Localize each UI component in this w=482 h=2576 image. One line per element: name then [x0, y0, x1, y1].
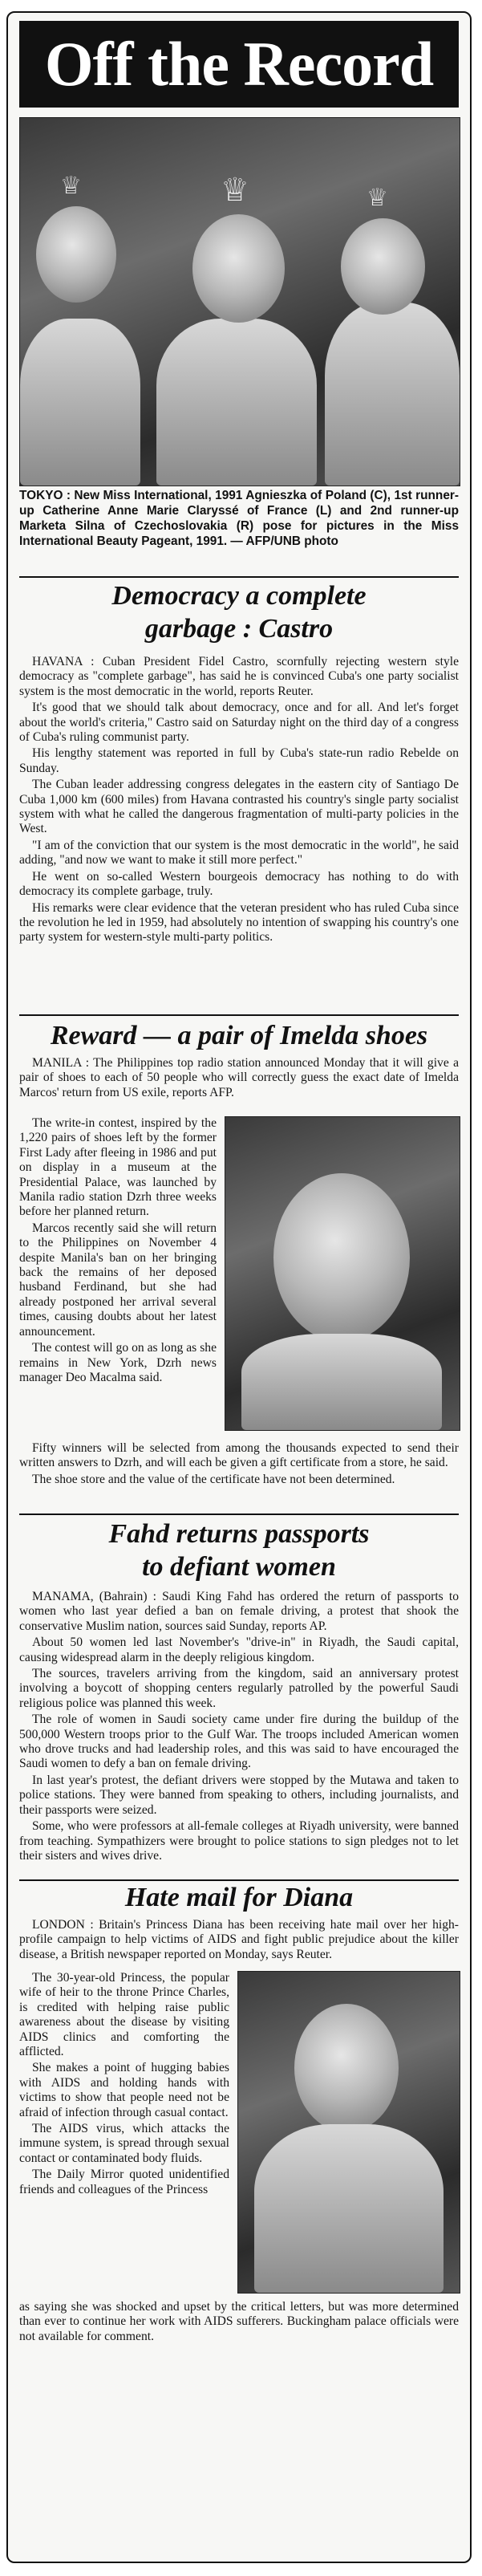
- article-column: The 30-year-old Princess, the popular wife of heir to the throne Prince Charles, is credited with helping raise public awareness about the disease by visiting AIDS clinics and comforting the afflicted. She makes a point of hugging babies with AIDS and holding hands with victims to show that people need not be afraid of infection through casual contact. The AIDS virus, which attacks the immune system, is spread through sexual contact or contaminated body fluids. The Daily Mirror quoted unidentified friends and colleagues of the Princess: [19, 1971, 229, 2196]
- article-body: Fifty winners will be selected from among the thousands expected to send their written answers to Dzrh, and will each be given a gift certificate from a store, he said. The shoe store and the value of the certificate have not been determined.: [19, 1441, 459, 1486]
- article-intro: LONDON : Britain's Princess Diana has been receiving hate mail over her high-profile campaign to help victims of AIDS and fight public prejudice about the killer disease, a British newspaper reported on Monday, says Reuter.: [19, 1918, 459, 1961]
- article-body: MANAMA, (Bahrain) : Saudi King Fahd has ordered the return of passports to women who last year defied a ban on female driving, a protest that shook the conservative Muslim nation, sources said Sunday, reports AP. About 50 women led last November's "drive-in" in Riyadh, the Saudi capital, causing widespread alarm in the deeply religious kingdom. The sources, travelers arriving from the kingdom, said an anniversary protest involving a boycott of shopping centers regularly patrolled by the powerful Saudi religious police was planned this week. The role of women in Saudi society came under fire during the buildup of the 500,000 Western troops prior to the Gulf War. The troops included American women who drove trucks and had leadership roles, and this was said to have encouraged the Saudi women to defy a ban on female driving. In last year's protest, the defiant drivers were stopped by the Mutawa and taken to police stations. They were banned from speaking to others, including journalists, and their passports were seized. Some, who were professors at all-female colleges at Riyadh university, were banned from teaching. Sympathizers were brought to police stations to sign pledges not to let their sisters and wives drive.: [19, 1590, 459, 1863]
- photo-caption: TOKYO : New Miss International, 1991 Agnieszka of Poland (C), 1st runner-up Catherine Anne Marie Claryssé of France (L) and 2nd runner-up Marketa Silna of Czechoslovakia (R) pose for pictures in the Miss International Beauty Pageant, 1991. — AFP/UNB photo: [19, 489, 459, 548]
- article-column: The write-in contest, inspired by the 1,220 pairs of shoes left by the former First Lady after fleeing in 1986 and put on display in a museum at the Presidential Palace, was launched by Manila radio station Dzrh three weeks before her planned return. Marcos recently said she will return to the Philippines on November 4 despite Manila's ban on her bringing back the remains of her deposed husband Ferdinand, but she had already postponed her arrival several times, causing doubts about her latest announcement. The contest will go on as long as she remains in New York, Dzrh news manager Deo Macalma said.: [19, 1116, 217, 1384]
- masthead-title: Off the Record: [44, 29, 434, 99]
- article-headline: Hate mail for Diana: [124, 1883, 354, 1912]
- newspaper-clipping: [6, 11, 472, 2563]
- pageant-photo: ♕ ♕ ♕: [19, 117, 460, 486]
- divider: [19, 1514, 459, 1515]
- article-headline: Reward — a pair of Imelda shoes: [50, 1021, 428, 1050]
- imelda-marcos-photo: [225, 1116, 460, 1431]
- article-headline: Fahd returns passports to defiant women: [108, 1519, 370, 1582]
- masthead: [19, 21, 459, 108]
- princess-diana-photo: [237, 1971, 460, 2294]
- divider: [19, 1014, 459, 1016]
- article-intro: MANILA : The Philippines top radio station announced Monday that it will give a pair of shoes to each of 50 people who will correctly guess the exact date of Imelda Marcos' return from US exile, reports AFP.: [19, 1056, 459, 1099]
- article-body: as saying she was shocked and upset by the critical letters, but was more determined than ever to continue her work with AIDS sufferers. Buckingham palace officials were not available for comment.: [19, 2300, 459, 2343]
- article-body: HAVANA : Cuban President Fidel Castro, scornfully rejecting western style democracy as "complete garbage", has said he is convinced Cuba's one party socialist system is the most democratic in the world, reports Reuter. It's good that we should talk about democracy, once and for all. And let's forget about the world's criteria," Castro said on Saturday night on the third day of a congress of Cuba's ruling communist party. His lengthy statement was reported in full by Cuba's state-run radio Rebelde on Sunday. The Cuban leader addressing congress delegates in the eastern city of Santiago De Cuba 1,000 km (600 miles) from Havana contrasted his country's single party socialist system with what he called the dangerous fragmentation of multi-party policies in the West. "I am of the conviction that our system is the most democratic in the world", he said adding, "and now we want to make it still more perfect." He went on so-called Western bourgeois democracy has nothing to do with democracy its complete garbage, truly. His remarks were clear evidence that the veteran president who has ruled Cuba since the revolution he led in 1959, had absolutely no intention of swapping his country's one party system for western-style multi-party politics.: [19, 655, 459, 945]
- divider: [19, 576, 459, 578]
- article-headline: Democracy a complete garbage : Castro: [111, 581, 367, 644]
